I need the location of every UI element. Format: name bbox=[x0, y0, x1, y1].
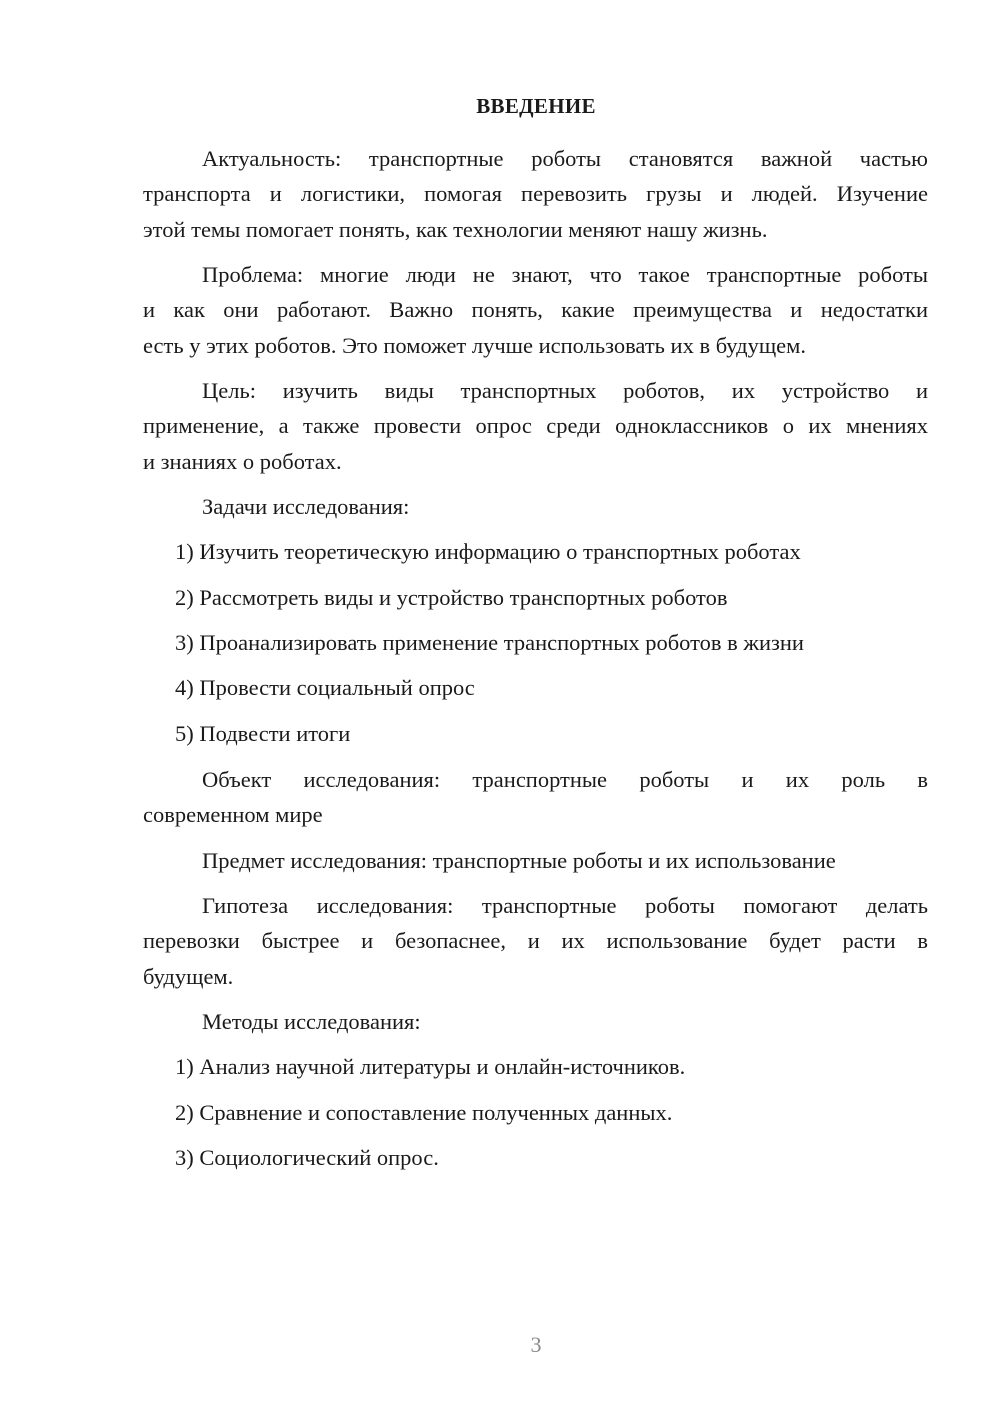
paragraph-line: применение, а также провести опрос среди одноклассников о их мнениях bbox=[143, 413, 928, 438]
tasks-heading: Задачи исследования: bbox=[202, 494, 410, 519]
paragraph-line: будущем. bbox=[143, 964, 234, 989]
paragraph-line: перевозки быстрее и безопаснее, и их использование будет расти в bbox=[143, 928, 928, 953]
paragraph-line: этой темы помогает понять, как технологии меняют нашу жизнь. bbox=[143, 217, 768, 242]
paragraph-line: Гипотеза исследования: транспортные роботы помогают делать bbox=[202, 893, 928, 918]
section-title: ВВЕДЕНИЕ bbox=[476, 94, 596, 118]
page-number: 3 bbox=[530, 1332, 542, 1357]
paragraph-line: Цель: изучить виды транспортных роботов, их устройство и bbox=[202, 378, 928, 403]
paragraph-line: есть у этих роботов. Это поможет лучше использовать их в будущем. bbox=[143, 333, 807, 358]
methods-heading: Методы исследования: bbox=[202, 1009, 421, 1034]
paragraph-line: и знаниях о роботах. bbox=[143, 449, 342, 474]
list-item: 3) Социологический опрос. bbox=[175, 1145, 439, 1170]
paragraph-line: современном мире bbox=[143, 802, 323, 827]
paragraph-line: Проблема: многие люди не знают, что такое транспортные роботы bbox=[202, 262, 928, 287]
list-item: 1) Анализ научной литературы и онлайн-источников. bbox=[175, 1054, 686, 1079]
paragraph-subject: Предмет исследования: транспортные роботы и их использование bbox=[202, 848, 836, 873]
list-item: 3) Проанализировать применение транспортных роботов в жизни bbox=[175, 630, 804, 655]
paragraph-line: Объект исследования: транспортные роботы и их роль в bbox=[202, 767, 928, 792]
paragraph-line: и как они работают. Важно понять, какие преимущества и недостатки bbox=[143, 297, 928, 322]
list-item: 1) Изучить теоретическую информацию о транспортных роботах bbox=[175, 539, 801, 564]
paragraph-line: транспорта и логистики, помогая перевозить грузы и людей. Изучение bbox=[143, 181, 928, 206]
paragraph-line: Актуальность: транспортные роботы становятся важной частью bbox=[202, 146, 928, 171]
list-item: 4) Провести социальный опрос bbox=[175, 675, 475, 700]
list-item: 2) Сравнение и сопоставление полученных данных. bbox=[175, 1100, 673, 1125]
list-item: 5) Подвести итоги bbox=[175, 721, 351, 746]
list-item: 2) Рассмотреть виды и устройство транспортных роботов bbox=[175, 585, 728, 610]
